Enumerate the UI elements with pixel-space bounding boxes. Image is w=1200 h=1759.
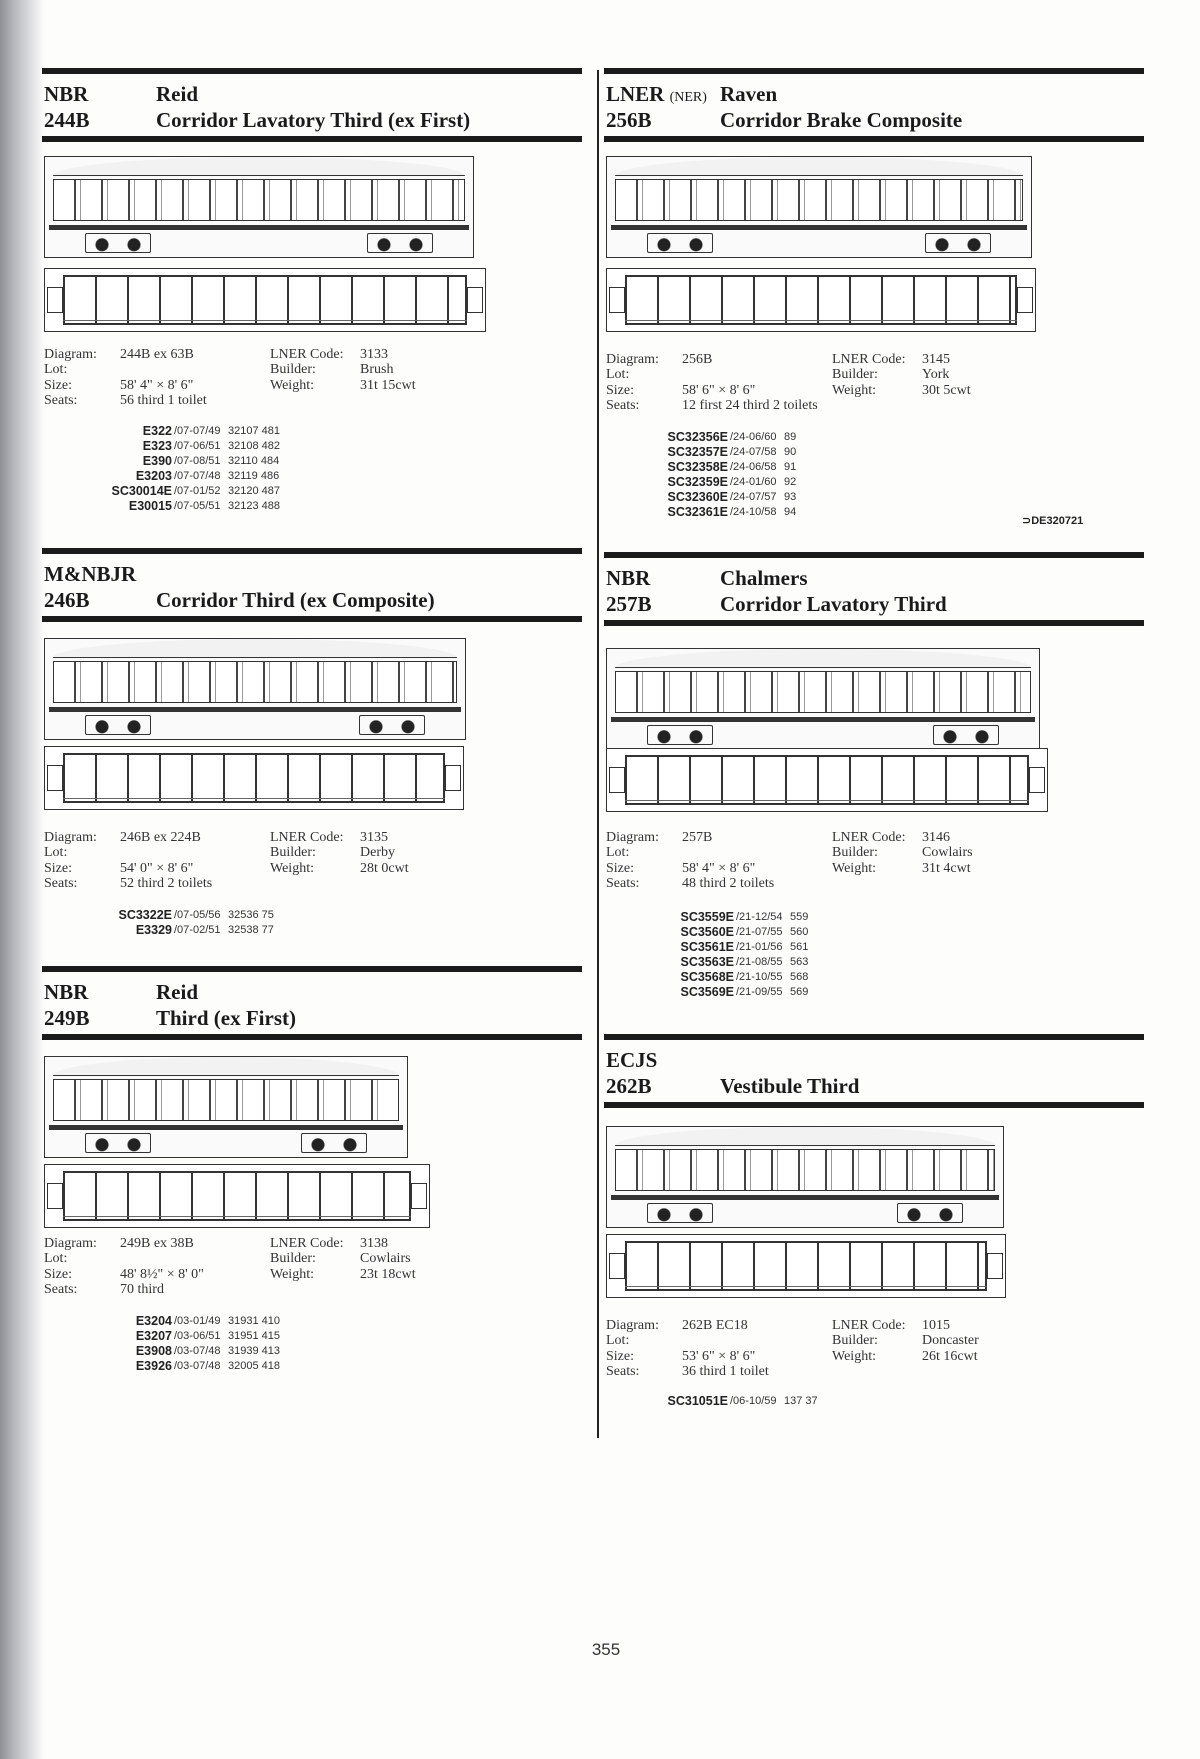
car-ref: 94 bbox=[784, 506, 797, 518]
spec-block bbox=[606, 352, 1126, 414]
car-number: SC3563E bbox=[680, 955, 734, 969]
spec-block bbox=[606, 830, 1126, 892]
page-gutter-shadow bbox=[0, 0, 44, 1759]
car-number: SC3559E bbox=[680, 910, 734, 924]
car-ref: 32108 482 bbox=[228, 440, 280, 452]
seats-value: 52 third 2 toilets bbox=[120, 876, 213, 891]
builder-value: Cowlairs bbox=[360, 1251, 411, 1266]
car-number: E3204 bbox=[135, 1314, 172, 1328]
car-ref: 89 bbox=[784, 431, 797, 443]
car-dates: /03-07/48 bbox=[174, 1360, 221, 1372]
floor-plan-drawing bbox=[44, 1164, 430, 1228]
size-value: 58' 4" × 8' 6" bbox=[120, 378, 194, 393]
seats-label: Seats: bbox=[44, 393, 78, 408]
diagram-value: 256B bbox=[682, 352, 713, 367]
weight-label: Weight: bbox=[270, 378, 314, 393]
lner-code-value: 3146 bbox=[922, 830, 950, 845]
car-number: E3207 bbox=[135, 1329, 172, 1343]
list-item bbox=[648, 490, 1028, 505]
diagram-value: 246B ex 224B bbox=[120, 830, 201, 845]
car-dates: /24-06/60 bbox=[730, 431, 777, 443]
car-dates: /07-01/52 bbox=[174, 485, 221, 497]
weight-label: Weight: bbox=[832, 861, 876, 876]
list-item bbox=[654, 955, 1034, 970]
diagram-label: Diagram: bbox=[44, 347, 97, 362]
car-dates: /07-02/51 bbox=[174, 924, 221, 936]
car-number: E3329 bbox=[135, 923, 172, 937]
car-dates: /06-10/59 bbox=[730, 1395, 777, 1407]
coach-description: Corridor Brake Composite bbox=[720, 108, 963, 132]
car-number-list bbox=[648, 1394, 1028, 1409]
car-number: SC32357E bbox=[667, 445, 728, 459]
car-dates: /03-07/48 bbox=[174, 1345, 221, 1357]
builder-value: Cowlairs bbox=[922, 845, 973, 860]
floor-plan-drawing bbox=[606, 748, 1048, 812]
builder-label: Builder: bbox=[270, 362, 316, 377]
car-dates: /24-07/57 bbox=[730, 491, 777, 503]
size-label: Size: bbox=[44, 861, 72, 876]
car-number: E3908 bbox=[135, 1344, 172, 1358]
car-number-list bbox=[92, 1314, 472, 1374]
car-ref: 31939 413 bbox=[228, 1345, 280, 1357]
railway-name: NBR bbox=[44, 980, 89, 1004]
diagram-value: 244B ex 63B bbox=[120, 347, 194, 362]
car-dates: /24-10/58 bbox=[730, 506, 777, 518]
side-elevation-drawing bbox=[606, 1126, 1004, 1228]
lot-label: Lot: bbox=[606, 367, 630, 382]
list-item bbox=[654, 970, 1034, 985]
builder-label: Builder: bbox=[270, 1251, 316, 1266]
car-dates: /21-10/55 bbox=[736, 971, 783, 983]
car-ref: 568 bbox=[790, 971, 809, 983]
weight-label: Weight: bbox=[832, 1349, 876, 1364]
weight-label: Weight: bbox=[270, 1267, 314, 1282]
car-number: SC32360E bbox=[667, 490, 728, 504]
car-number: SC3560E bbox=[680, 925, 734, 939]
list-item bbox=[92, 439, 472, 454]
car-ref: 93 bbox=[784, 491, 797, 503]
car-number: SC32361E bbox=[667, 505, 728, 519]
car-number-list bbox=[92, 908, 472, 938]
seats-label: Seats: bbox=[606, 398, 640, 413]
diagram-label: Diagram: bbox=[606, 1318, 659, 1333]
diagram-number: 256B bbox=[606, 108, 652, 132]
side-elevation-drawing bbox=[44, 638, 466, 740]
entry-header bbox=[604, 74, 1144, 136]
seats-label: Seats: bbox=[606, 1364, 640, 1379]
lner-code-value: 1015 bbox=[922, 1318, 950, 1333]
weight-label: Weight: bbox=[832, 383, 876, 398]
entry-header bbox=[42, 972, 582, 1034]
car-ref: 560 bbox=[790, 926, 809, 938]
list-item bbox=[648, 475, 1028, 490]
car-dates: /21-07/55 bbox=[736, 926, 783, 938]
departmental-number: ⊃DE320721 bbox=[1022, 515, 1084, 527]
railway-secondary: (NER) bbox=[669, 90, 707, 105]
list-item bbox=[654, 985, 1034, 1000]
car-ref: 137 37 bbox=[784, 1395, 818, 1407]
entry-262b bbox=[604, 1034, 1144, 1408]
railway-name: NBR bbox=[44, 82, 89, 106]
list-item bbox=[654, 910, 1034, 925]
lot-label: Lot: bbox=[606, 845, 630, 860]
lot-label: Lot: bbox=[44, 845, 68, 860]
size-value: 48' 8½" × 8' 0" bbox=[120, 1267, 204, 1282]
size-value: 54' 0" × 8' 6" bbox=[120, 861, 194, 876]
lner-code-label: LNER Code: bbox=[270, 830, 344, 845]
builder-label: Builder: bbox=[832, 1333, 878, 1348]
coach-description: Third (ex First) bbox=[156, 1006, 296, 1030]
car-ref: 92 bbox=[784, 476, 797, 488]
side-elevation-drawing bbox=[606, 648, 1040, 750]
diagram-number: 244B bbox=[44, 108, 90, 132]
header-rule-bottom bbox=[42, 136, 582, 142]
car-dates: /21-09/55 bbox=[736, 986, 783, 998]
entry-246b bbox=[42, 548, 582, 937]
builder-label: Builder: bbox=[832, 845, 878, 860]
car-ref: 31951 415 bbox=[228, 1330, 280, 1342]
railway-name: ECJS bbox=[606, 1048, 658, 1072]
car-number: E323 bbox=[142, 439, 172, 453]
lner-code-value: 3135 bbox=[360, 830, 388, 845]
car-dates: /07-08/51 bbox=[174, 455, 221, 467]
header-rule-bottom bbox=[604, 620, 1144, 626]
car-ref: 32120 487 bbox=[228, 485, 280, 497]
diagram-label: Diagram: bbox=[606, 352, 659, 367]
builder-label: Builder: bbox=[832, 367, 878, 382]
weight-value: 31t 4cwt bbox=[922, 861, 971, 876]
side-elevation-drawing bbox=[44, 156, 474, 258]
car-number-list bbox=[92, 424, 472, 514]
weight-value: 31t 15cwt bbox=[360, 378, 416, 393]
list-item bbox=[92, 1359, 472, 1374]
size-label: Size: bbox=[606, 1349, 634, 1364]
header-rule-bottom bbox=[604, 136, 1144, 142]
car-dates: /21-08/55 bbox=[736, 956, 783, 968]
car-ref: 32123 488 bbox=[228, 500, 280, 512]
list-item bbox=[654, 925, 1034, 940]
weight-label: Weight: bbox=[270, 861, 314, 876]
builder-value: Derby bbox=[360, 845, 395, 860]
list-item bbox=[648, 430, 1028, 445]
list-item bbox=[92, 454, 472, 469]
seats-value: 56 third 1 toilet bbox=[120, 393, 207, 408]
diagram-value: 257B bbox=[682, 830, 713, 845]
car-dates: /24-07/58 bbox=[730, 446, 777, 458]
car-dates: /03-01/49 bbox=[174, 1315, 221, 1327]
designer-name: Chalmers bbox=[720, 566, 808, 590]
diagram-number: 246B bbox=[44, 588, 90, 612]
size-value: 58' 6" × 8' 6" bbox=[682, 383, 756, 398]
list-item bbox=[648, 460, 1028, 475]
entry-249b bbox=[42, 966, 582, 1373]
designer-name: Raven bbox=[720, 82, 778, 106]
car-number-list bbox=[654, 910, 1034, 1000]
entry-header bbox=[42, 74, 582, 136]
car-number: SC3322E bbox=[118, 908, 172, 922]
seats-label: Seats: bbox=[44, 876, 78, 891]
car-ref: 32107 481 bbox=[228, 425, 280, 437]
floor-plan-drawing bbox=[606, 1234, 1006, 1298]
car-ref: 31931 410 bbox=[228, 1315, 280, 1327]
header-rule-bottom bbox=[42, 616, 582, 622]
weight-value: 26t 16cwt bbox=[922, 1349, 978, 1364]
car-dates: /07-07/49 bbox=[174, 425, 221, 437]
list-item bbox=[92, 923, 472, 938]
seats-value: 36 third 1 toilet bbox=[682, 1364, 769, 1379]
car-number: SC32358E bbox=[667, 460, 728, 474]
car-dates: /21-12/54 bbox=[736, 911, 783, 923]
size-label: Size: bbox=[606, 861, 634, 876]
side-elevation-drawing bbox=[44, 1056, 408, 1158]
railway-name: M&NBJR bbox=[44, 562, 137, 586]
list-item bbox=[92, 469, 472, 484]
list-item bbox=[648, 445, 1028, 460]
list-item bbox=[648, 1394, 1028, 1409]
car-ref: 32110 484 bbox=[228, 455, 280, 467]
car-number: SC3568E bbox=[680, 970, 734, 984]
list-item bbox=[92, 1314, 472, 1329]
diagram-value: 249B ex 38B bbox=[120, 1236, 194, 1251]
car-ref: 90 bbox=[784, 446, 797, 458]
diagram-number: 249B bbox=[44, 1006, 90, 1030]
weight-value: 28t 0cwt bbox=[360, 861, 409, 876]
car-dates: /07-07/48 bbox=[174, 470, 221, 482]
designer-name: Reid bbox=[156, 980, 198, 1004]
header-rule-bottom bbox=[42, 1034, 582, 1040]
weight-value: 30t 5cwt bbox=[922, 383, 971, 398]
lot-label: Lot: bbox=[44, 1251, 68, 1266]
diagram-label: Diagram: bbox=[44, 830, 97, 845]
car-ref: 563 bbox=[790, 956, 809, 968]
car-dates: /24-06/58 bbox=[730, 461, 777, 473]
column-divider bbox=[597, 70, 599, 1438]
car-ref: 561 bbox=[790, 941, 809, 953]
car-number: E3203 bbox=[135, 469, 172, 483]
car-number: E30015 bbox=[128, 499, 172, 513]
spec-block bbox=[44, 1236, 564, 1298]
list-item bbox=[92, 1329, 472, 1344]
car-dates: /07-05/51 bbox=[174, 500, 221, 512]
size-value: 53' 6" × 8' 6" bbox=[682, 1349, 756, 1364]
lner-code-label: LNER Code: bbox=[832, 1318, 906, 1333]
car-number: SC32356E bbox=[667, 430, 728, 444]
coach-description: Corridor Lavatory Third bbox=[720, 592, 947, 616]
car-ref: 32005 418 bbox=[228, 1360, 280, 1372]
coach-description: Vestibule Third bbox=[720, 1074, 860, 1098]
car-dates: /03-06/51 bbox=[174, 1330, 221, 1342]
lner-code-value: 3133 bbox=[360, 347, 388, 362]
car-number: E3926 bbox=[135, 1359, 172, 1373]
spec-block bbox=[606, 1318, 1126, 1380]
builder-value: Doncaster bbox=[922, 1333, 979, 1348]
car-ref: 559 bbox=[790, 911, 809, 923]
size-label: Size: bbox=[606, 383, 634, 398]
builder-value: York bbox=[922, 367, 950, 382]
seats-label: Seats: bbox=[606, 876, 640, 891]
list-item bbox=[648, 505, 1028, 520]
entry-257b bbox=[604, 552, 1144, 999]
car-number: SC32359E bbox=[667, 475, 728, 489]
diagram-label: Diagram: bbox=[606, 830, 659, 845]
floor-plan-drawing bbox=[44, 268, 486, 332]
entry-header bbox=[42, 554, 582, 616]
page-number: 355 bbox=[591, 1640, 621, 1659]
entry-header bbox=[604, 1040, 1144, 1102]
car-number: E322 bbox=[142, 424, 172, 438]
diagram-label: Diagram: bbox=[44, 1236, 97, 1251]
car-number: E390 bbox=[142, 454, 172, 468]
list-item bbox=[92, 908, 472, 923]
lner-code-value: 3145 bbox=[922, 352, 950, 367]
floor-plan-drawing bbox=[44, 746, 464, 810]
coach-description: Corridor Third (ex Composite) bbox=[156, 588, 435, 612]
lner-code-value: 3138 bbox=[360, 1236, 388, 1251]
diagram-number: 257B bbox=[606, 592, 652, 616]
car-ref: 32119 486 bbox=[228, 470, 280, 482]
builder-label: Builder: bbox=[270, 845, 316, 860]
lot-label: Lot: bbox=[606, 1333, 630, 1348]
car-dates: /07-06/51 bbox=[174, 440, 221, 452]
diagram-number: 262B bbox=[606, 1074, 652, 1098]
size-label: Size: bbox=[44, 378, 72, 393]
lner-code-label: LNER Code: bbox=[832, 830, 906, 845]
size-value: 58' 4" × 8' 6" bbox=[682, 861, 756, 876]
railway-name: NBR bbox=[606, 566, 651, 590]
seats-value: 12 first 24 third 2 toilets bbox=[682, 398, 818, 413]
seats-value: 48 third 2 toilets bbox=[682, 876, 775, 891]
spec-block bbox=[44, 347, 564, 409]
car-dates: /24-01/60 bbox=[730, 476, 777, 488]
lner-code-label: LNER Code: bbox=[832, 352, 906, 367]
diagram-value: 262B EC18 bbox=[682, 1318, 748, 1333]
car-number: SC3561E bbox=[680, 940, 734, 954]
list-item bbox=[92, 424, 472, 439]
car-dates: /21-01/56 bbox=[736, 941, 783, 953]
size-label: Size: bbox=[44, 1267, 72, 1282]
list-item bbox=[92, 484, 472, 499]
car-number: SC30014E bbox=[111, 484, 172, 498]
car-ref: 32538 77 bbox=[228, 924, 274, 936]
coach-description: Corridor Lavatory Third (ex First) bbox=[156, 108, 471, 132]
car-dates: /07-05/56 bbox=[174, 909, 221, 921]
railway-primary: LNER bbox=[606, 82, 665, 106]
lner-code-label: LNER Code: bbox=[270, 1236, 344, 1251]
car-number: SC3569E bbox=[680, 985, 734, 999]
floor-plan-drawing bbox=[606, 268, 1036, 332]
car-number: SC31051E bbox=[667, 1394, 728, 1408]
lot-label: Lot: bbox=[44, 362, 68, 377]
list-item bbox=[92, 1344, 472, 1359]
entry-256b bbox=[604, 68, 1144, 527]
weight-value: 23t 18cwt bbox=[360, 1267, 416, 1282]
list-item bbox=[92, 499, 472, 514]
seats-value: 70 third bbox=[120, 1282, 164, 1297]
car-ref: 91 bbox=[784, 461, 797, 473]
car-ref: 569 bbox=[790, 986, 809, 998]
seats-label: Seats: bbox=[44, 1282, 78, 1297]
spec-block bbox=[44, 830, 564, 892]
entry-244b bbox=[42, 68, 582, 513]
list-item bbox=[654, 940, 1034, 955]
designer-name: Reid bbox=[156, 82, 198, 106]
entry-header bbox=[604, 558, 1144, 620]
builder-value: Brush bbox=[360, 362, 394, 377]
car-ref: 32536 75 bbox=[228, 909, 274, 921]
lner-code-label: LNER Code: bbox=[270, 347, 344, 362]
car-number-list bbox=[648, 430, 1028, 520]
header-rule-bottom bbox=[604, 1102, 1144, 1108]
side-elevation-drawing bbox=[606, 156, 1032, 258]
